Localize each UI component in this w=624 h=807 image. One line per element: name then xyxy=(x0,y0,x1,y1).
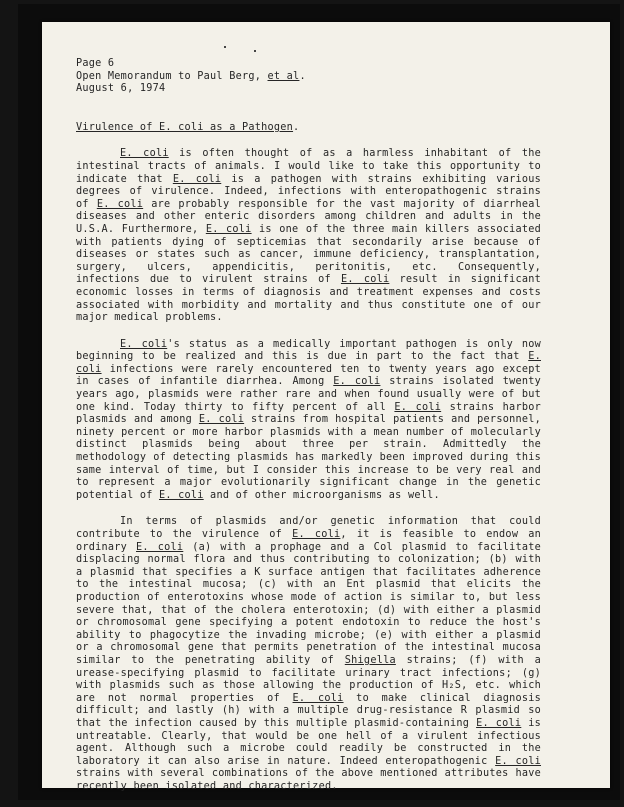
page-number: Page 6 xyxy=(76,58,115,69)
underlined-term: Shigella xyxy=(344,654,396,666)
paragraph-text: is one of the three main killers associated with patients dying of septicemias that secondarily arise because of diseases or states such as cancer, immune deficiency, transplantation, surgery, ulcers, appendicitis, peritonitis, etc. Consequently, infections due to virulent strains of xyxy=(76,223,542,286)
paragraph-text: is untreatable. Clearly, that would be one hell of a virulent infectious agent. Although such a microbe could readily be constructed in the laboratory it can also arise in nature. Indeed enteropathogenic xyxy=(76,717,542,767)
paragraph-text: and of other microorganisms as well. xyxy=(203,489,440,501)
underlined-term: E. coli xyxy=(394,401,442,413)
paragraph-text: infections were rarely encountered ten to twenty years ago except in cases of infantile diarrhea. Among xyxy=(76,363,541,388)
paragraph-text: is a pathogen with strains exhibiting various degrees of virulence. Indeed, infections with enteropathogenic strains of xyxy=(76,173,541,210)
memo-etal: et al xyxy=(267,70,300,82)
underlined-term: E. coli xyxy=(495,755,542,767)
paragraph-text: strains harbor plasmids and among xyxy=(76,401,541,426)
memo-recipient-end: . xyxy=(299,70,306,82)
underlined-term: E. coli xyxy=(198,414,245,426)
memo-body xyxy=(76,58,541,807)
underlined-term: E. coli xyxy=(76,351,541,375)
paragraph-text: strains isolated twenty years ago, plasmids were rather rare and when found usually were of but one kind. Today thirty to fifty percent of all xyxy=(76,376,541,413)
paragraph-2 xyxy=(76,339,541,503)
paragraph-text: strains; (f) with a urease-specifying plasmid to facilitate urinary tract infections; (g) with plasmids such as those allowing the production of H₂S, etc. which are not normal properties of xyxy=(76,654,541,704)
section-title-text: Virulence of E. coli as a Pathogen xyxy=(76,121,294,133)
paragraph-text: 's status as a medically important pathogen is only now beginning to be realized and this is due in part to the fact that xyxy=(76,338,542,363)
underlined-term: E. coli xyxy=(476,717,522,729)
section-title xyxy=(76,122,541,135)
paragraph-text: are probably responsible for the vast majority of diarrheal diseases and other enteric disorders among children and adults in the U.S.A. Furthermore, xyxy=(76,198,542,235)
paragraph-text: strains from hospital patients and personnel, ninety percent or more harbor plasmids with a mean number of molecularly distinct plasmids being about three per strain. Admittedly the methodology of detecting plasmids has markedly been improved during this same interval of time, but I consider this increase to be very real and to represent a major evolutionarily significant change in the genetic potential of xyxy=(76,414,542,501)
paragraph-text: strains with several combinations of the above mentioned attributes have recently been isolated and characterized. xyxy=(76,768,541,792)
paper-speck xyxy=(254,50,256,52)
paragraph-text: In terms of plasmids and/or genetic information that could contribute to the virulence of xyxy=(76,516,541,540)
paragraph-1 xyxy=(76,148,541,324)
memo-date: August 6, 1974 xyxy=(76,83,166,95)
underlined-term: E. coli xyxy=(120,148,169,160)
paragraph-text: is often thought of as a harmless inhabitant of the intestinal tracts of animals. I would like to take this opportunity to indicate that xyxy=(76,148,541,185)
underlined-term: E. coli xyxy=(172,173,222,185)
underlined-term: E. coli xyxy=(292,529,341,540)
underlined-term: E. coli xyxy=(136,541,184,553)
underlined-term: E. coli xyxy=(120,338,168,350)
underlined-term: E. coli xyxy=(333,376,381,388)
memo-recipient xyxy=(76,71,541,84)
paragraph-text: (a) with a prophage and a Col plasmid to facilitate displacing normal flora and thus contributing to colonization; (b) with a plasmid that specifies a K surface antigen that facilitates adherence to the intestinal mucosa; (c) with an Ent plasmid that elicits the production of enterotoxins whose mode of action is similar to, but less severe that, that of the cholera enterotoxin; (d) with either a plasmid or chromosomal gene specifying a potent endotoxin to reduce the host's ability to phagocytize the invading microbe; (e) with either a plasmid or a chromosomal gene that permits penetration of the intestinal mucosa similar to the penetrating ability of xyxy=(76,541,542,666)
underlined-term: E. coli xyxy=(340,274,390,286)
underlined-term: E. coli xyxy=(158,489,204,501)
paper-speck xyxy=(224,46,226,48)
paragraph-3 xyxy=(76,516,541,793)
underlined-term: E. coli xyxy=(292,692,344,704)
underlined-term: E. coli xyxy=(96,198,144,210)
memo-recipient-text: Open Memorandum to Paul Berg, xyxy=(76,70,268,82)
underlined-term: E. coli xyxy=(205,223,252,235)
section-title-period: . xyxy=(293,121,300,133)
paragraph-text: result in significant economic losses in terms of diagnosis and treatment expenses and costs associated with morbidity and mortality and thus constitute one of our major medical problems. xyxy=(76,274,541,324)
paragraph-text: , it is feasible to endow an ordinary xyxy=(76,529,541,553)
paragraph-text: to make clinical diagnosis difficult; and lastly (h) with a multiple drug-resistance R plasmid so that the infection caused by this multiple plasmid-containing xyxy=(76,692,541,729)
